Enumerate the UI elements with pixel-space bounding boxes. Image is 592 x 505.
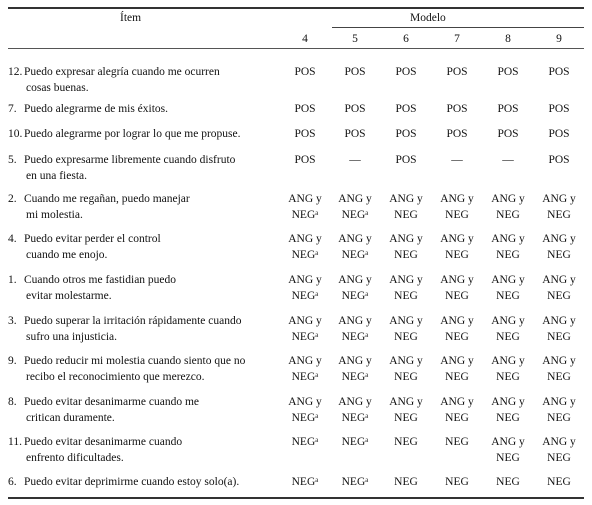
item-number: 2. [8, 193, 17, 205]
item-line-1: Puedo evitar desanimarme cuando me [24, 396, 199, 408]
cell-value: — [502, 154, 514, 166]
cell-model-8 [485, 126, 531, 142]
cell-value: ANG y [338, 396, 372, 408]
item-text [8, 394, 278, 426]
cell-value-2: NEG [496, 290, 520, 302]
cell-value: ANG y [542, 355, 576, 367]
cell-value-2: NEG [445, 371, 469, 383]
cell-value-2: NEGᵃ [291, 249, 319, 261]
item-line-1: Puedo superar la irritación rápidamente cuando [24, 315, 242, 327]
item-line-2: enfrento dificultades. [26, 452, 124, 464]
cell-value: ANG y [288, 274, 322, 286]
item-line-2: en una fiesta. [26, 170, 87, 182]
cell-value: ANG y [338, 315, 372, 327]
cell-model-5 [332, 313, 378, 345]
cell-model-6 [383, 152, 429, 168]
item-text [8, 126, 278, 142]
cell-value-2: NEG [547, 331, 571, 343]
cell-model-7 [434, 101, 480, 117]
cell-model-4 [282, 101, 328, 117]
cell-model-4 [282, 126, 328, 142]
cell-value-2: NEG [394, 290, 418, 302]
item-number: 7. [8, 103, 17, 115]
model-header-7: 7 [454, 33, 460, 45]
cell-value: POS [497, 66, 519, 78]
cell-value: ANG y [491, 436, 525, 448]
cell-value: ANG y [491, 274, 525, 286]
cell-value: ANG y [440, 233, 474, 245]
model-header-4: 4 [302, 33, 308, 45]
cell-value: — [451, 154, 463, 166]
item-line-2: cosas buenas. [26, 82, 89, 94]
cell-value: POS [548, 154, 570, 166]
cell-value: ANG y [389, 355, 423, 367]
item-text [8, 313, 278, 345]
cell-value: POS [344, 128, 366, 140]
cell-model-5 [332, 272, 378, 304]
cell-value-2: NEG [394, 209, 418, 221]
cell-value-2: NEG [547, 249, 571, 261]
cell-value: ANG y [491, 315, 525, 327]
cell-value: POS [344, 66, 366, 78]
cell-model-6 [383, 231, 429, 263]
cell-model-9 [536, 64, 582, 80]
cell-model-8 [485, 272, 531, 304]
cell-model-4 [282, 231, 328, 263]
cell-value: ANG y [491, 193, 525, 205]
cell-value: ANG y [491, 396, 525, 408]
cell-value: NEGᵃ [291, 436, 319, 448]
cell-value: ANG y [440, 396, 474, 408]
cell-model-4 [282, 272, 328, 304]
item-text [8, 474, 278, 490]
cell-value: NEG [547, 476, 571, 488]
cell-value-2: NEG [445, 209, 469, 221]
cell-model-9 [536, 474, 582, 490]
cell-value: ANG y [288, 233, 322, 245]
cell-value: ANG y [288, 396, 322, 408]
item-line-2: sufro una injusticia. [26, 331, 118, 343]
cell-model-5 [332, 434, 378, 450]
item-text [8, 191, 278, 223]
cell-model-4 [282, 191, 328, 223]
cell-model-7 [434, 272, 480, 304]
cell-value: NEG [394, 436, 418, 448]
cell-value: ANG y [338, 274, 372, 286]
item-line-2: recibo el reconocimiento que merezco. [26, 371, 205, 383]
cell-value: ANG y [389, 193, 423, 205]
cell-model-8 [485, 434, 531, 466]
cell-value: — [349, 154, 361, 166]
cell-model-7 [434, 353, 480, 385]
cell-model-5 [332, 126, 378, 142]
cell-value: POS [344, 103, 366, 115]
cell-model-6 [383, 474, 429, 490]
cell-model-6 [383, 313, 429, 345]
cell-value-2: NEG [547, 209, 571, 221]
cell-value: ANG y [440, 274, 474, 286]
cell-model-9 [536, 231, 582, 263]
cell-value-2: NEGᵃ [341, 209, 369, 221]
cell-model-6 [383, 394, 429, 426]
cell-value-2: NEG [547, 371, 571, 383]
cell-model-8 [485, 394, 531, 426]
cell-value: ANG y [440, 193, 474, 205]
cell-model-9 [536, 191, 582, 223]
modelo-header: Modelo [410, 12, 446, 24]
cell-value-2: NEG [394, 412, 418, 424]
model-header-6: 6 [403, 33, 409, 45]
cell-value: NEG [445, 436, 469, 448]
cell-value: POS [548, 103, 570, 115]
cell-model-7 [434, 152, 480, 168]
cell-value-2: NEGᵃ [291, 331, 319, 343]
cell-model-8 [485, 64, 531, 80]
cell-model-5 [332, 64, 378, 80]
cell-model-9 [536, 394, 582, 426]
cell-model-4 [282, 474, 328, 490]
cell-model-7 [434, 434, 480, 450]
cell-value: NEG [445, 476, 469, 488]
item-text [8, 152, 278, 184]
cell-model-8 [485, 101, 531, 117]
cell-model-7 [434, 231, 480, 263]
cell-value: ANG y [542, 315, 576, 327]
cell-value: POS [395, 154, 417, 166]
cell-model-9 [536, 101, 582, 117]
item-number: 4. [8, 233, 17, 245]
cell-value: ANG y [542, 396, 576, 408]
cell-model-7 [434, 394, 480, 426]
cell-value: ANG y [542, 436, 576, 448]
item-number: 5. [8, 154, 17, 166]
item-number: 8. [8, 396, 17, 408]
cell-value-2: NEG [496, 452, 520, 464]
cell-model-7 [434, 64, 480, 80]
cell-value: ANG y [491, 355, 525, 367]
item-header: Ítem [120, 12, 142, 24]
cell-model-7 [434, 191, 480, 223]
cell-value: ANG y [288, 355, 322, 367]
cell-value-2: NEG [445, 249, 469, 261]
cell-value: ANG y [338, 355, 372, 367]
cell-value: POS [395, 103, 417, 115]
cell-value-2: NEG [547, 452, 571, 464]
cell-model-5 [332, 101, 378, 117]
cell-value-2: NEGᵃ [291, 290, 319, 302]
cell-value: POS [497, 128, 519, 140]
cell-value-2: NEG [547, 412, 571, 424]
cell-value-2: NEGᵃ [291, 412, 319, 424]
item-line-2: evitar molestarme. [26, 290, 112, 302]
item-line-1: Puedo evitar desanimarme cuando [24, 436, 183, 448]
cell-value: POS [294, 128, 316, 140]
cell-value-2: NEG [394, 371, 418, 383]
item-line-1: Puedo alegrarme por lograr lo que me propuse. [24, 128, 241, 140]
cell-value-2: NEGᵃ [341, 331, 369, 343]
cell-value: POS [294, 66, 316, 78]
item-line-1: Puedo expresarme libremente cuando disfruto [24, 154, 236, 166]
model-header-9: 9 [556, 33, 562, 45]
cell-value-2: NEG [394, 331, 418, 343]
item-number: 1. [8, 274, 17, 286]
cell-value: ANG y [389, 274, 423, 286]
cell-value-2: NEGᵃ [341, 371, 369, 383]
item-line-1: Puedo evitar deprimirme cuando estoy solo(a). [24, 476, 240, 488]
cell-value: POS [294, 103, 316, 115]
cell-model-4 [282, 152, 328, 168]
cell-model-8 [485, 353, 531, 385]
cell-value-2: NEG [445, 412, 469, 424]
modelo-underline [332, 27, 584, 28]
cell-model-5 [332, 231, 378, 263]
cell-model-6 [383, 191, 429, 223]
cell-model-7 [434, 313, 480, 345]
cell-value: POS [446, 66, 468, 78]
item-number: 9. [8, 355, 17, 367]
cell-value: ANG y [288, 193, 322, 205]
cell-value-2: NEG [496, 331, 520, 343]
cell-value-2: NEG [445, 290, 469, 302]
header-bottom-rule [8, 48, 584, 49]
cell-model-8 [485, 152, 531, 168]
cell-model-9 [536, 434, 582, 466]
item-line-1: Puedo expresar alegría cuando me ocurren [24, 66, 220, 78]
cell-value: NEGᵃ [291, 476, 319, 488]
cell-model-8 [485, 191, 531, 223]
cell-value-2: NEGᵃ [341, 412, 369, 424]
cell-model-5 [332, 152, 378, 168]
cell-value: ANG y [389, 233, 423, 245]
cell-model-4 [282, 313, 328, 345]
cell-model-9 [536, 353, 582, 385]
cell-value: ANG y [542, 233, 576, 245]
cell-model-4 [282, 434, 328, 450]
cell-value: POS [294, 154, 316, 166]
item-text [8, 272, 278, 304]
table-top-rule [8, 7, 584, 9]
model-header-8: 8 [505, 33, 511, 45]
cell-value-2: NEG [496, 209, 520, 221]
model-header-5: 5 [352, 33, 358, 45]
cell-model-8 [485, 313, 531, 345]
cell-model-8 [485, 474, 531, 490]
cell-model-5 [332, 191, 378, 223]
item-number: 10. [8, 128, 23, 140]
cell-model-4 [282, 64, 328, 80]
cell-value: ANG y [491, 233, 525, 245]
item-number: 6. [8, 476, 17, 488]
cell-model-6 [383, 353, 429, 385]
cell-value: ANG y [389, 315, 423, 327]
cell-model-6 [383, 64, 429, 80]
item-line-2: mi molestia. [26, 209, 83, 221]
cell-value: ANG y [542, 274, 576, 286]
cell-model-9 [536, 152, 582, 168]
cell-value-2: NEGᵃ [291, 209, 319, 221]
cell-value: ANG y [542, 193, 576, 205]
item-number: 3. [8, 315, 17, 327]
cell-value: ANG y [440, 315, 474, 327]
cell-value: ANG y [389, 396, 423, 408]
cell-value: POS [395, 128, 417, 140]
item-text [8, 101, 278, 117]
cell-model-5 [332, 353, 378, 385]
item-line-1: Cuando otros me fastidian puedo [24, 274, 177, 286]
cell-value: ANG y [338, 193, 372, 205]
cell-model-6 [383, 434, 429, 450]
cell-model-4 [282, 353, 328, 385]
cell-model-4 [282, 394, 328, 426]
cell-value: ANG y [288, 315, 322, 327]
item-line-1: Puedo evitar perder el control [24, 233, 161, 245]
table-bottom-rule [8, 497, 584, 499]
cell-model-5 [332, 474, 378, 490]
cell-value-2: NEGᵃ [341, 290, 369, 302]
cell-value: NEG [394, 476, 418, 488]
item-line-2: cuando me enojo. [26, 249, 108, 261]
cell-value-2: NEG [496, 412, 520, 424]
cell-model-9 [536, 313, 582, 345]
cell-value: POS [548, 66, 570, 78]
cell-value: POS [497, 103, 519, 115]
cell-value-2: NEG [496, 371, 520, 383]
cell-value: NEG [496, 476, 520, 488]
cell-value-2: NEG [394, 249, 418, 261]
cell-value-2: NEG [445, 331, 469, 343]
cell-model-7 [434, 126, 480, 142]
cell-value: POS [395, 66, 417, 78]
item-number: 12. [8, 66, 23, 78]
cell-model-8 [485, 231, 531, 263]
item-text [8, 353, 278, 385]
cell-model-9 [536, 126, 582, 142]
cell-value: NEGᵃ [341, 476, 369, 488]
cell-value-2: NEG [496, 249, 520, 261]
item-line-2: critican duramente. [26, 412, 115, 424]
item-line-1: Cuando me regañan, puedo manejar [24, 193, 190, 205]
cell-model-5 [332, 394, 378, 426]
cell-value: ANG y [338, 233, 372, 245]
cell-value: POS [446, 128, 468, 140]
cell-value: ANG y [440, 355, 474, 367]
cell-model-9 [536, 272, 582, 304]
item-text [8, 434, 278, 466]
cell-value-2: NEGᵃ [291, 371, 319, 383]
cell-value: POS [446, 103, 468, 115]
cell-value: NEGᵃ [341, 436, 369, 448]
item-number: 11. [8, 436, 22, 448]
cell-model-6 [383, 126, 429, 142]
cell-model-6 [383, 101, 429, 117]
item-text [8, 64, 278, 96]
cell-model-7 [434, 474, 480, 490]
cell-value: POS [548, 128, 570, 140]
cell-model-6 [383, 272, 429, 304]
item-text [8, 231, 278, 263]
item-line-1: Puedo alegrarme de mis éxitos. [24, 103, 169, 115]
cell-value-2: NEGᵃ [341, 249, 369, 261]
item-line-1: Puedo reducir mi molestia cuando siento que no [24, 355, 246, 367]
cell-value-2: NEG [547, 290, 571, 302]
